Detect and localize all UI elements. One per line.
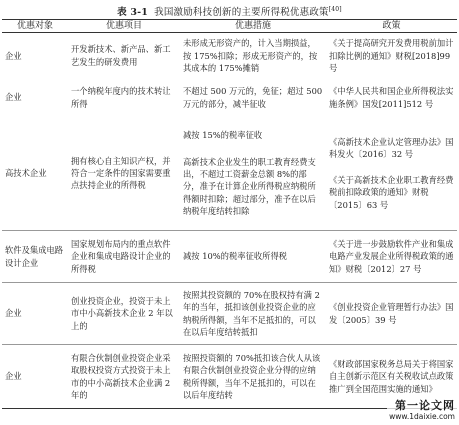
table-row xyxy=(2,345,457,409)
watermark-url: www.1daixie.com xyxy=(389,412,455,421)
header-policy: 政策 xyxy=(326,20,457,33)
row-policy: 《关于提高研究开发费用税前加计扣除比例的通知》财税[2018]99 号 xyxy=(329,38,454,73)
header-item: 优惠项目 xyxy=(68,20,180,33)
header-object: 优惠对象 xyxy=(2,20,68,33)
policy-table xyxy=(2,19,457,412)
row-policy-part: 《高新技术企业认定管理办法》国科发火〔2016〕32 号 xyxy=(329,136,454,159)
row-measure: 不超过 500 万元的，免征；超过 500 万元的部分，减半征收 xyxy=(183,86,323,109)
caption-title: 我国激励科技创新的主要所得税优惠政策 xyxy=(154,7,329,18)
row-policy: 《中华人民共和国企业所得税法实施条例》国发[2011]512 号 xyxy=(329,86,454,109)
table-row xyxy=(2,283,457,345)
row-measure xyxy=(180,117,326,231)
row-policy: 《创业投资企业管理暂行办法》国发〔2005〕39 号 xyxy=(326,283,457,345)
row-object: 企业 xyxy=(5,92,22,103)
row-object: 企业 xyxy=(2,283,68,345)
table-row xyxy=(2,33,457,79)
table-row xyxy=(2,79,457,117)
row-item: 开发新技术、新产品、新工艺发生的研发费用 xyxy=(71,44,171,67)
row-item: 一个纳税年度内的技术转让所得 xyxy=(71,86,171,109)
table-caption xyxy=(0,4,459,18)
row-object: 软件及集成电路设计企业 xyxy=(2,231,68,283)
row-item: 有限合伙制创业投资企业采取股权投资方式投资于未上市的中小高新技术企业满 2 年的 xyxy=(68,345,180,409)
row-measure: 未形成无形资产的，计入当期损益，按 175%扣除；形成无形资产的，按其成本的 175%摊销 xyxy=(183,38,318,73)
row-policy: 《财政部国家税务总局关于将国家自主创新示范区有关税收试点政策推广到全国范围实施的通知》 xyxy=(326,345,457,409)
row-policy xyxy=(326,117,457,231)
watermark-title: 第一论文网 xyxy=(395,399,455,412)
table-row xyxy=(2,231,457,283)
row-object: 企业 xyxy=(5,50,22,61)
table-row xyxy=(2,117,457,231)
row-measure: 减按 10%的税率征收所得税 xyxy=(180,231,326,283)
row-measure: 按照投资额的 70%抵扣该合伙人从该有限合伙制创业投资企业分得的应纳税所得额，当年不足抵扣的，可以在以后年度结转 xyxy=(180,345,326,409)
watermark xyxy=(387,400,457,422)
row-measure-part: 减按 15%的税率征收 xyxy=(183,130,263,141)
row-policy-part: 《关于高新技术企业职工教育经费税前扣除政策的通知》财税〔2015〕63 号 xyxy=(329,175,454,210)
row-measure: 按照其投资额的 70%在股权持有满 2 年的当年，抵扣该创业投资企业的应纳税所得额，当年不足抵扣的，可以在以后年度结转抵扣 xyxy=(180,283,326,345)
row-item: 创业投资企业，投资于未上市中小高新技术企业 2 年以上的 xyxy=(68,283,180,345)
row-object: 企业 xyxy=(2,345,68,409)
caption-number: 表 3-1 xyxy=(117,7,149,18)
row-measure-part: 高新技术企业发生的职工教育经费支出，不超过工资薪金总额 8%的部分，准予在计算企业所得税应纳税所得额时扣除；超过部分，准予在以后纳税年度结转扣除 xyxy=(183,156,316,216)
row-policy: 《关于进一步鼓励软件产业和集成电路产业发展企业所得税政策的通知》财税〔2012〕27 号 xyxy=(326,231,457,283)
row-object: 高技术企业 xyxy=(5,168,47,179)
row-item: 拥有核心自主知识产权，并符合一定条件的国家需要重点扶持企业的所得税 xyxy=(71,155,171,191)
header-measure: 优惠措施 xyxy=(180,20,326,33)
caption-ref: [40] xyxy=(328,5,342,13)
table-header-row xyxy=(2,20,457,33)
row-item: 国家规划布局内的重点软件企业和集成电路设计企业的所得税 xyxy=(68,231,180,283)
